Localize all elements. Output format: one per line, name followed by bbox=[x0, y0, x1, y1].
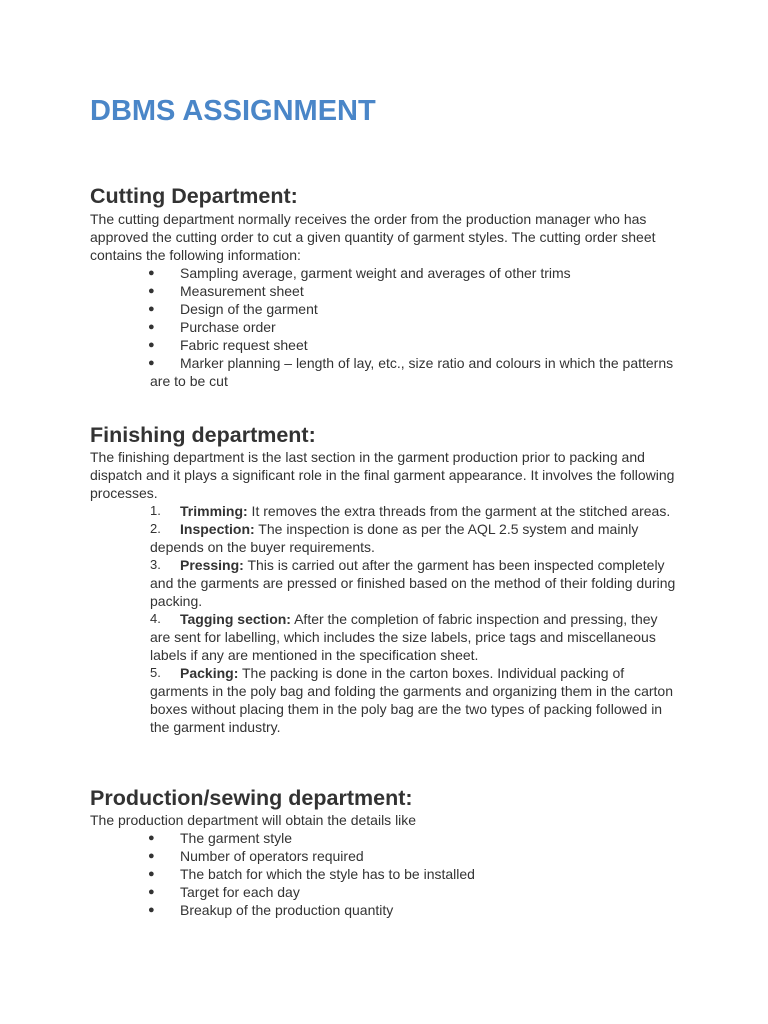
list-item: ● Marker planning – length of lay, etc., size ratio and colours in which the patterns are to be cut bbox=[148, 355, 674, 389]
list-item: ● Fabric request sheet bbox=[148, 337, 308, 353]
list-item: ● Measurement sheet bbox=[148, 283, 304, 299]
document-title: DBMS ASSIGNMENT bbox=[90, 95, 376, 127]
list-item: ● Target for each day bbox=[148, 884, 300, 900]
list-item: ● Sampling average, garment weight and averages of other trims bbox=[148, 265, 571, 281]
bullet-icon: ● bbox=[148, 285, 155, 297]
section-cutting bbox=[90, 183, 680, 390]
bullet-icon: ● bbox=[148, 886, 155, 898]
bullet-icon: ● bbox=[148, 850, 155, 862]
list-item: ● The garment style bbox=[148, 830, 293, 846]
finishing-steps bbox=[90, 502, 680, 736]
list-item: 4. Tagging section: After the completion of fabric inspection and pressing, they are sent for labelling, which includes the size labels, price tags and miscellaneous labels if any are mentioned in the specification sheet. bbox=[150, 611, 658, 663]
bullet-icon: ● bbox=[148, 339, 155, 351]
cutting-intro: The cutting department normally receives the order from the production manager who has approved the cutting order to cut a given quantity of garment styles. The cutting order sheet contains the following information: bbox=[90, 211, 656, 263]
list-item: 5. Packing: The packing is done in the carton boxes. Individual packing of garments in the poly bag and folding the garments and organizing them in the carton boxes without placing them in the poly bag are the two types of packing followed in the garment industry. bbox=[150, 665, 673, 735]
bullet-icon: ● bbox=[148, 904, 155, 916]
cutting-heading: Cutting Department: bbox=[90, 184, 298, 208]
bullet-icon: ● bbox=[148, 267, 155, 279]
list-item: ● Number of operators required bbox=[148, 848, 364, 864]
list-item: ● Breakup of the production quantity bbox=[148, 902, 394, 918]
bullet-icon: ● bbox=[148, 868, 155, 880]
list-item: 3. Pressing: This is carried out after the garment has been inspected completely and the garments are pressed or finished based on the method of their folding during packing. bbox=[150, 557, 676, 609]
production-intro: The production department will obtain the details like bbox=[90, 812, 417, 828]
bullet-icon: ● bbox=[148, 357, 155, 369]
list-item: ● Design of the garment bbox=[148, 301, 318, 317]
bullet-icon: ● bbox=[148, 832, 155, 844]
section-production bbox=[90, 785, 680, 919]
list-item: 1. Trimming: It removes the extra threads from the garment at the stitched areas. bbox=[150, 503, 671, 519]
production-list bbox=[90, 829, 680, 919]
list-item: 2. Inspection: The inspection is done as per the AQL 2.5 system and mainly depends on the buyer requirements. bbox=[150, 521, 639, 555]
production-heading: Production/sewing department: bbox=[90, 786, 413, 810]
list-item: ● Purchase order bbox=[148, 319, 276, 335]
section-finishing bbox=[90, 422, 680, 736]
garment-production-link[interactable]: garment production bbox=[397, 449, 519, 465]
bullet-icon: ● bbox=[148, 303, 155, 315]
list-item: ● The batch for which the style has to be installed bbox=[148, 866, 475, 882]
finishing-heading: Finishing department: bbox=[90, 423, 316, 447]
bullet-icon: ● bbox=[148, 321, 155, 333]
finishing-intro: The finishing department is the last section in the garment production prior to packing and dispatch and it plays a significant role in the final garment appearance. It involves the following processes. bbox=[90, 449, 675, 501]
cutting-list bbox=[90, 264, 680, 390]
